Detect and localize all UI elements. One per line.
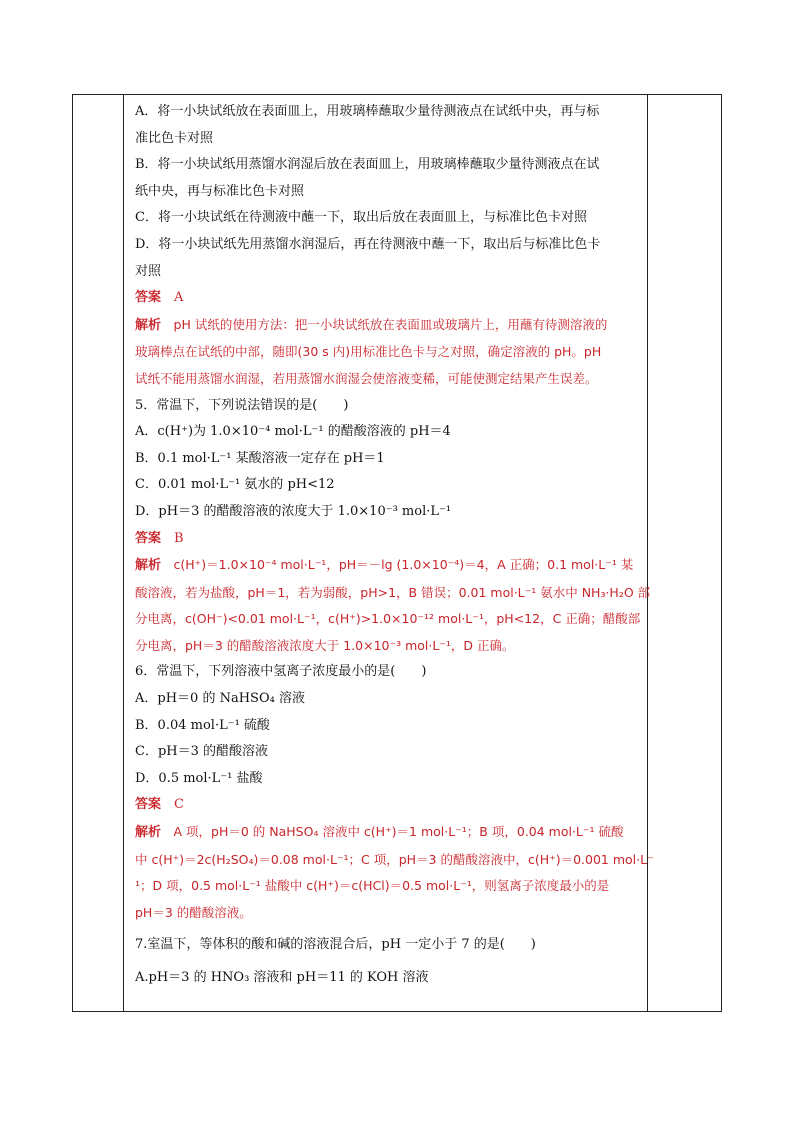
question-line: 对照 (135, 263, 162, 279)
explanation-line: 酸溶液，若为盐酸，pH＝1，若为弱酸，pH>1，B 错误；0.01 mol·L⁻¹ 氨水中 NH₃·H₂O 部 (135, 584, 651, 600)
explanation-line: pH＝3 的醋酸溶液。 (135, 904, 252, 920)
question-line: A．将一小块试纸放在表面皿上，用玻璃棒蘸取少量待测液点在试纸中央，再与标 (135, 104, 600, 119)
answer-line (135, 792, 643, 819)
explanation-line (135, 552, 643, 580)
answer-line (135, 285, 643, 312)
explanation-line: ¹；D 项，0.5 mol·L⁻¹ 盐酸中 c(H⁺)＝c(HCl)＝0.5 mol·L⁻¹，则氢离子浓度最小的是 (135, 878, 610, 894)
question-line: C．0.01 mol·L⁻¹ 氨水的 pH<12 (135, 477, 335, 493)
question-content (135, 99, 654, 992)
table-right-column-divider (647, 95, 648, 1011)
question-line: B．0.04 mol·L⁻¹ 硫酸 (135, 717, 270, 733)
explanation-line (135, 312, 643, 340)
question-line: A．pH＝0 的 NaHSO₄ 溶液 (135, 691, 305, 707)
table-left-column-divider (123, 95, 124, 1011)
answer-value: A (161, 290, 184, 306)
explanation-text: pH 试纸的使用方法：把一小块试纸放在表面皿或玻璃片上，用蘸有待测溶液的 (161, 316, 608, 332)
answer-value: B (161, 530, 184, 546)
explanation-line (135, 819, 643, 847)
explanation-label: 解析 (135, 558, 162, 574)
explanation-text: A 项，pH＝0 的 NaHSO₄ 溶液中 c(H⁺)＝1 mol·L⁻¹；B 项，0.04 mol·L⁻¹ 硫酸 (161, 824, 624, 840)
explanation-label: 解析 (135, 825, 162, 841)
explanation-line: 分电离，c(OH⁻)<0.01 mol·L⁻¹，c(H⁺)>1.0×10⁻¹² mol·L⁻¹，pH<12，C 正确；醋酸部 (135, 611, 641, 627)
answer-line (135, 526, 643, 553)
document-table (72, 94, 722, 1012)
question-line: 纸中央，再与标准比色卡对照 (135, 183, 305, 199)
question-line: 6．常温下，下列溶液中氢离子浓度最小的是( ) (135, 664, 427, 680)
question-line: 5．常温下，下列说法错误的是( ) (135, 397, 349, 413)
explanation-label: 解析 (135, 317, 162, 333)
question-line: D．pH＝3 的醋酸溶液的浓度大于 1.0×10⁻³ mol·L⁻¹ (135, 503, 452, 519)
question-line: C．将一小块试纸在待测液中蘸一下，取出后放在表面皿上，与标准比色卡对照 (135, 210, 587, 226)
explanation-line: 分电离，pH＝3 的醋酸溶液浓度大于 1.0×10⁻³ mol·L⁻¹，D 正确。 (135, 637, 515, 653)
explanation-line: 玻璃棒点在试纸的中部，随即(30 s 内)用标准比色卡与之对照，确定溶液的 pH。pH (135, 344, 602, 360)
question-line: A.pH＝3 的 HNO₃ 溶液和 pH＝11 的 KOH 溶液 (135, 970, 429, 985)
explanation-line: 中 c(H⁺)＝2c(H₂SO₄)＝0.08 mol·L⁻¹；C 项，pH＝3 的醋酸溶液中，c(H⁺)＝0.001 mol·L⁻ (135, 851, 654, 867)
explanation-text: c(H⁺)＝1.0×10⁻⁴ mol·L⁻¹，pH＝－lg (1.0×10⁻⁴)＝4，A 正确；0.1 mol·L⁻¹ 某 (161, 557, 634, 573)
answer-label: 答案 (135, 797, 162, 813)
question-line: C．pH＝3 的醋酸溶液 (135, 744, 269, 760)
question-line: B．0.1 mol·L⁻¹ 某酸溶液一定存在 pH＝1 (135, 450, 385, 466)
question-line: 7.室温下，等体积的酸和碱的溶液混合后，pH 一定小于 7 的是( ) (135, 937, 536, 953)
answer-label: 答案 (135, 290, 162, 306)
question-line: D．将一小块试纸先用蒸馏水润湿后，再在待测液中蘸一下，取出后与标准比色卡 (135, 236, 601, 252)
question-line: B．将一小块试纸用蒸馏水润湿后放在表面皿上，用玻璃棒蘸取少量待测液点在试 (135, 157, 600, 173)
explanation-line: 试纸不能用蒸馏水润湿，若用蒸馏水润湿会使溶液变稀，可能使测定结果产生误差。 (135, 370, 598, 386)
question-line: A．c(H⁺)为 1.0×10⁻⁴ mol·L⁻¹ 的醋酸溶液的 pH＝4 (135, 424, 451, 440)
question-line: 准比色卡对照 (135, 130, 214, 146)
answer-label: 答案 (135, 530, 162, 546)
question-line: D．0.5 mol·L⁻¹ 盐酸 (135, 770, 263, 786)
answer-value: C (161, 797, 184, 813)
